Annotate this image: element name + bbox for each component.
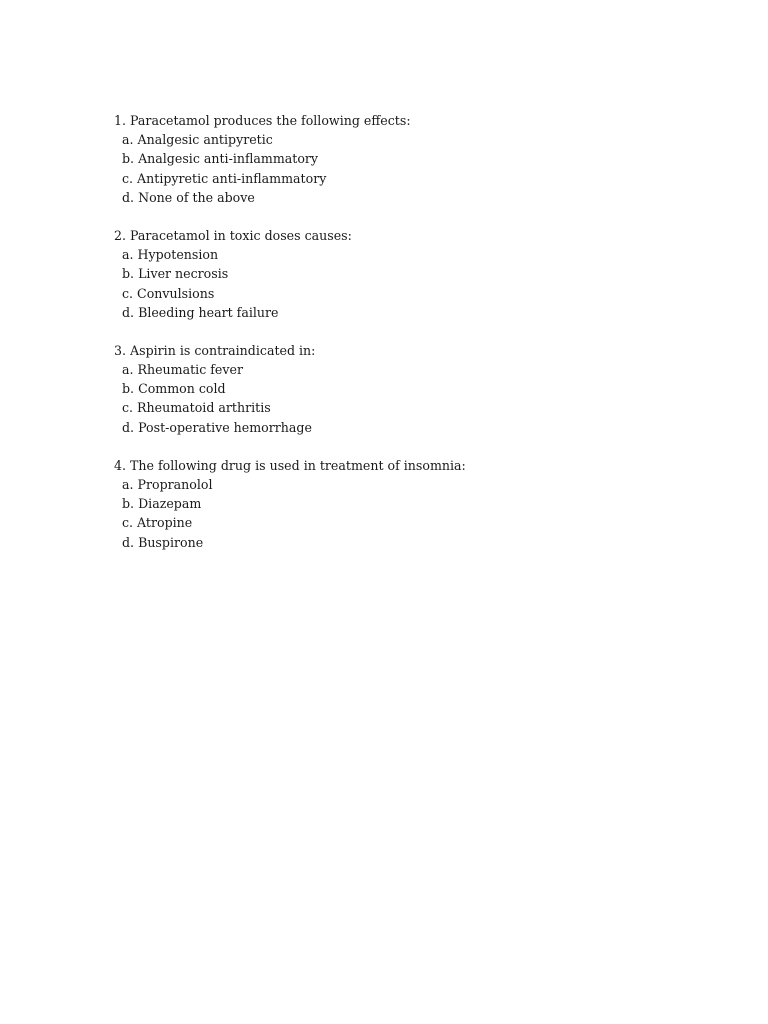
question-1 <box>114 111 734 207</box>
option-c: c. Antipyretic anti-inflammatory <box>122 170 327 186</box>
option-d: d. Bleeding heart failure <box>122 304 279 320</box>
option-b: b. Liver necrosis <box>122 266 229 282</box>
question-text: 3. Aspirin is contraindicated in: <box>114 342 316 358</box>
option-d: d. None of the above <box>122 189 255 205</box>
option-b: b. Analgesic anti-inflammatory <box>122 151 319 167</box>
option-a: a. Hypotension <box>122 247 219 263</box>
option-a: a. Propranolol <box>122 477 213 492</box>
option-b: b. Diazepam <box>122 496 202 512</box>
option-c: c. Convulsions <box>122 285 215 301</box>
option-b: b. Common cold <box>122 381 226 397</box>
question-text: 2. Paracetamol in toxic doses causes: <box>114 227 352 243</box>
option-c: c. Rheumatoid arthritis <box>122 400 271 416</box>
question-4 <box>114 456 734 552</box>
option-d: d. Post-operative hemorrhage <box>122 419 312 435</box>
option-a: a. Analgesic antipyretic <box>122 132 273 148</box>
question-text: 1. Paracetamol produces the following effects: <box>114 113 411 128</box>
document-page <box>114 111 734 571</box>
option-d: d. Buspirone <box>122 534 204 550</box>
question-2 <box>114 226 734 322</box>
option-c: c. Atropine <box>122 515 193 531</box>
question-3 <box>114 341 734 437</box>
option-a: a. Rheumatic fever <box>122 362 243 378</box>
question-text: 4. The following drug is used in treatment of insomnia: <box>114 457 466 473</box>
